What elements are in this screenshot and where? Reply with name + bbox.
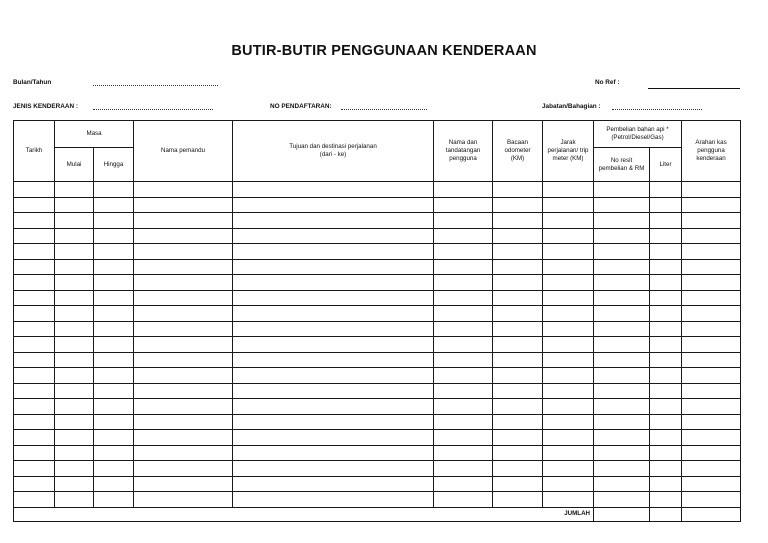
- table-cell[interactable]: [14, 182, 55, 198]
- table-cell[interactable]: [543, 399, 594, 415]
- table-cell[interactable]: [233, 321, 434, 337]
- table-cell[interactable]: [650, 290, 682, 306]
- table-cell[interactable]: [650, 306, 682, 322]
- table-cell[interactable]: [493, 290, 543, 306]
- table-cell[interactable]: [14, 228, 55, 244]
- table-cell[interactable]: [14, 290, 55, 306]
- table-cell[interactable]: [682, 461, 741, 477]
- table-cell[interactable]: [233, 197, 434, 213]
- table-cell[interactable]: [134, 290, 233, 306]
- col-tarikh: Tarikh: [14, 121, 55, 182]
- table-cell[interactable]: [682, 445, 741, 461]
- table-cell[interactable]: [55, 197, 94, 213]
- table-cell[interactable]: [94, 337, 134, 353]
- table-cell[interactable]: [594, 476, 650, 492]
- no-ref-field[interactable]: [648, 88, 740, 89]
- table-cell[interactable]: [233, 275, 434, 291]
- table-cell[interactable]: [543, 352, 594, 368]
- table-cell[interactable]: [682, 492, 741, 508]
- table-cell[interactable]: [94, 290, 134, 306]
- table-cell[interactable]: [14, 321, 55, 337]
- table-cell[interactable]: [14, 306, 55, 322]
- table-cell[interactable]: [543, 244, 594, 260]
- table-cell[interactable]: [14, 383, 55, 399]
- table-cell[interactable]: [650, 492, 682, 508]
- table-row: [14, 492, 741, 508]
- table-cell[interactable]: [650, 383, 682, 399]
- usage-log-table: [13, 120, 741, 522]
- table-cell[interactable]: [14, 445, 55, 461]
- table-cell[interactable]: [682, 228, 741, 244]
- table-cell[interactable]: [543, 461, 594, 477]
- col-hingga: Hingga: [94, 148, 134, 182]
- table-cell[interactable]: [233, 228, 434, 244]
- table-row: [14, 259, 741, 275]
- table-cell[interactable]: [543, 228, 594, 244]
- table-cell[interactable]: [434, 337, 493, 353]
- table-cell[interactable]: [493, 368, 543, 384]
- table-cell[interactable]: [233, 383, 434, 399]
- table-cell[interactable]: [134, 321, 233, 337]
- table-cell[interactable]: [55, 461, 94, 477]
- table-cell[interactable]: [594, 259, 650, 275]
- table-cell[interactable]: [493, 197, 543, 213]
- jabatan-bahagian-field[interactable]: [612, 109, 702, 110]
- table-cell[interactable]: [543, 197, 594, 213]
- table-cell[interactable]: [233, 430, 434, 446]
- table-cell[interactable]: [134, 414, 233, 430]
- table-cell[interactable]: [233, 414, 434, 430]
- table-cell[interactable]: [55, 259, 94, 275]
- table-cell[interactable]: [493, 414, 543, 430]
- col-liter: Liter: [650, 148, 682, 182]
- no-pendaftaran-field[interactable]: [341, 109, 427, 110]
- bulan-tahun-field[interactable]: [93, 85, 218, 86]
- table-cell[interactable]: [434, 244, 493, 260]
- table-cell[interactable]: [543, 492, 594, 508]
- table-cell[interactable]: [682, 383, 741, 399]
- table-cell[interactable]: [14, 213, 55, 229]
- table-cell[interactable]: [493, 213, 543, 229]
- table-row: [14, 337, 741, 353]
- table-row: [14, 476, 741, 492]
- table-cell[interactable]: [134, 213, 233, 229]
- table-cell[interactable]: [94, 259, 134, 275]
- table-cell[interactable]: [55, 368, 94, 384]
- form-title: BUTIR-BUTIR PENGGUNAAN KENDERAAN: [231, 43, 537, 59]
- table-cell[interactable]: [434, 414, 493, 430]
- table-cell[interactable]: [233, 492, 434, 508]
- table-cell[interactable]: [14, 259, 55, 275]
- table-cell[interactable]: [493, 430, 543, 446]
- table-cell[interactable]: [682, 306, 741, 322]
- total-cell[interactable]: [682, 507, 741, 521]
- table-cell[interactable]: [434, 476, 493, 492]
- table-cell[interactable]: [493, 306, 543, 322]
- table-cell[interactable]: [594, 244, 650, 260]
- col-tujuan: Tujuan dan destinasi perjalanan (dari - ke): [233, 121, 434, 182]
- table-cell[interactable]: [55, 182, 94, 198]
- col-arahan: Arahan kas pengguna kenderaan: [682, 121, 741, 182]
- table-cell[interactable]: [682, 290, 741, 306]
- table-cell[interactable]: [682, 259, 741, 275]
- table-cell[interactable]: [434, 430, 493, 446]
- table-cell[interactable]: [94, 383, 134, 399]
- table-cell[interactable]: [594, 197, 650, 213]
- total-cell[interactable]: [650, 507, 682, 521]
- table-cell[interactable]: [134, 337, 233, 353]
- table-cell[interactable]: [55, 352, 94, 368]
- no-pendaftaran-label: NO PENDAFTARAN:: [270, 103, 332, 110]
- table-cell[interactable]: [434, 492, 493, 508]
- table-cell[interactable]: [14, 368, 55, 384]
- table-cell[interactable]: [94, 368, 134, 384]
- table-cell[interactable]: [134, 476, 233, 492]
- table-cell[interactable]: [233, 368, 434, 384]
- table-cell[interactable]: [134, 306, 233, 322]
- col-pembelian-bahan-api: Pembelian bahan api *(Petrol/Diesel/Gas): [594, 121, 682, 148]
- table-cell[interactable]: [434, 182, 493, 198]
- table-cell[interactable]: [94, 228, 134, 244]
- table-cell[interactable]: [55, 430, 94, 446]
- table-cell[interactable]: [594, 352, 650, 368]
- table-cell[interactable]: [233, 337, 434, 353]
- table-row: [14, 306, 741, 322]
- table-cell[interactable]: [55, 492, 94, 508]
- table-cell[interactable]: [682, 337, 741, 353]
- table-cell[interactable]: [682, 352, 741, 368]
- table-cell[interactable]: [233, 290, 434, 306]
- table-cell[interactable]: [493, 259, 543, 275]
- table-cell[interactable]: [434, 445, 493, 461]
- jumlah-label: JUMLAH: [14, 507, 594, 521]
- table-cell[interactable]: [650, 182, 682, 198]
- table-cell[interactable]: [650, 399, 682, 415]
- table-cell[interactable]: [493, 321, 543, 337]
- col-jarak: Jarak perjalanan/ trip meter (KM): [543, 121, 594, 182]
- table-cell[interactable]: [650, 337, 682, 353]
- table-cell[interactable]: [94, 445, 134, 461]
- table-cell[interactable]: [55, 399, 94, 415]
- table-cell[interactable]: [543, 430, 594, 446]
- table-cell[interactable]: [134, 275, 233, 291]
- table-cell[interactable]: [682, 213, 741, 229]
- table-cell[interactable]: [493, 461, 543, 477]
- table-cell[interactable]: [14, 399, 55, 415]
- table-cell[interactable]: [594, 306, 650, 322]
- table-cell[interactable]: [543, 321, 594, 337]
- table-cell[interactable]: [14, 352, 55, 368]
- table-cell[interactable]: [594, 399, 650, 415]
- table-cell[interactable]: [650, 197, 682, 213]
- table-cell[interactable]: [434, 321, 493, 337]
- table-cell[interactable]: [650, 461, 682, 477]
- table-cell[interactable]: [134, 430, 233, 446]
- table-cell[interactable]: [94, 461, 134, 477]
- jabatan-bahagian-label: Jabatan/Bahagian :: [542, 103, 601, 110]
- no-ref-label: No Ref :: [595, 79, 620, 86]
- table-row: [14, 445, 741, 461]
- table-cell[interactable]: [434, 275, 493, 291]
- table-cell[interactable]: [650, 445, 682, 461]
- table-cell[interactable]: [493, 352, 543, 368]
- table-cell[interactable]: [94, 182, 134, 198]
- table-cell[interactable]: [434, 352, 493, 368]
- table-cell[interactable]: [594, 290, 650, 306]
- table-cell[interactable]: [55, 213, 94, 229]
- table-cell[interactable]: [134, 259, 233, 275]
- table-cell[interactable]: [682, 368, 741, 384]
- table-cell[interactable]: [94, 414, 134, 430]
- table-cell[interactable]: [134, 461, 233, 477]
- table-cell[interactable]: [55, 414, 94, 430]
- table-cell[interactable]: [55, 337, 94, 353]
- table-cell[interactable]: [543, 445, 594, 461]
- table-row: [14, 213, 741, 229]
- table-cell[interactable]: [594, 414, 650, 430]
- table-cell[interactable]: [233, 244, 434, 260]
- table-cell[interactable]: [650, 275, 682, 291]
- table-cell[interactable]: [543, 290, 594, 306]
- table-cell[interactable]: [233, 182, 434, 198]
- table-cell[interactable]: [434, 290, 493, 306]
- table-cell[interactable]: [55, 445, 94, 461]
- jenis-kenderaan-label: JENIS KENDERAAN :: [13, 103, 78, 110]
- table-cell[interactable]: [594, 275, 650, 291]
- table-cell[interactable]: [94, 213, 134, 229]
- table-cell[interactable]: [543, 275, 594, 291]
- table-cell[interactable]: [233, 461, 434, 477]
- table-cell[interactable]: [14, 275, 55, 291]
- table-cell[interactable]: [682, 476, 741, 492]
- table-cell[interactable]: [682, 414, 741, 430]
- table-cell[interactable]: [14, 414, 55, 430]
- table-cell[interactable]: [14, 476, 55, 492]
- table-cell[interactable]: [134, 352, 233, 368]
- table-row: [14, 290, 741, 306]
- table-cell[interactable]: [134, 383, 233, 399]
- table-cell[interactable]: [94, 430, 134, 446]
- table-cell[interactable]: [134, 228, 233, 244]
- table-cell[interactable]: [594, 182, 650, 198]
- table-cell[interactable]: [94, 352, 134, 368]
- total-row: [14, 507, 741, 521]
- table-cell[interactable]: [682, 430, 741, 446]
- table-cell[interactable]: [94, 492, 134, 508]
- table-cell[interactable]: [543, 182, 594, 198]
- table-cell[interactable]: [493, 445, 543, 461]
- table-cell[interactable]: [543, 337, 594, 353]
- table-cell[interactable]: [650, 244, 682, 260]
- table-cell[interactable]: [594, 321, 650, 337]
- col-masa: Masa: [55, 121, 134, 148]
- table-cell[interactable]: [594, 368, 650, 384]
- table-cell[interactable]: [134, 445, 233, 461]
- table-cell[interactable]: [233, 476, 434, 492]
- table-cell[interactable]: [493, 383, 543, 399]
- table-cell[interactable]: [594, 337, 650, 353]
- table-cell[interactable]: [650, 476, 682, 492]
- table-cell[interactable]: [434, 228, 493, 244]
- table-cell[interactable]: [594, 492, 650, 508]
- table-cell[interactable]: [434, 197, 493, 213]
- table-cell[interactable]: [493, 182, 543, 198]
- table-cell[interactable]: [434, 259, 493, 275]
- table-cell[interactable]: [650, 321, 682, 337]
- table-cell[interactable]: [233, 399, 434, 415]
- table-cell[interactable]: [543, 383, 594, 399]
- table-cell[interactable]: [682, 244, 741, 260]
- table-cell[interactable]: [14, 197, 55, 213]
- table-cell[interactable]: [134, 492, 233, 508]
- table-cell[interactable]: [233, 445, 434, 461]
- table-cell[interactable]: [55, 306, 94, 322]
- jenis-kenderaan-field[interactable]: [93, 109, 213, 110]
- table-row: [14, 383, 741, 399]
- table-cell[interactable]: [650, 368, 682, 384]
- table-row: [14, 399, 741, 415]
- table-cell[interactable]: [55, 275, 94, 291]
- table-cell[interactable]: [543, 368, 594, 384]
- table-row: [14, 228, 741, 244]
- table-cell[interactable]: [94, 244, 134, 260]
- table-cell[interactable]: [493, 228, 543, 244]
- table-cell[interactable]: [682, 197, 741, 213]
- table-cell[interactable]: [594, 430, 650, 446]
- table-cell[interactable]: [14, 430, 55, 446]
- table-cell[interactable]: [543, 259, 594, 275]
- table-cell[interactable]: [434, 461, 493, 477]
- table-row: [14, 197, 741, 213]
- table-cell[interactable]: [94, 321, 134, 337]
- table-row: [14, 275, 741, 291]
- table-cell[interactable]: [233, 259, 434, 275]
- table-cell[interactable]: [594, 228, 650, 244]
- table-cell[interactable]: [682, 275, 741, 291]
- table-cell[interactable]: [233, 213, 434, 229]
- table-row: [14, 244, 741, 260]
- table-cell[interactable]: [682, 182, 741, 198]
- table-cell[interactable]: [434, 368, 493, 384]
- table-cell[interactable]: [543, 414, 594, 430]
- table-row: [14, 352, 741, 368]
- table-cell[interactable]: [543, 213, 594, 229]
- table-cell[interactable]: [434, 213, 493, 229]
- table-cell[interactable]: [94, 399, 134, 415]
- table-cell[interactable]: [493, 492, 543, 508]
- table-cell[interactable]: [493, 244, 543, 260]
- table-cell[interactable]: [650, 259, 682, 275]
- table-cell[interactable]: [14, 244, 55, 260]
- table-cell[interactable]: [134, 399, 233, 415]
- table-cell[interactable]: [594, 461, 650, 477]
- header-row-1: [14, 121, 741, 148]
- table-cell[interactable]: [493, 476, 543, 492]
- table-cell[interactable]: [134, 368, 233, 384]
- table-cell[interactable]: [493, 399, 543, 415]
- table-cell[interactable]: [233, 352, 434, 368]
- table-cell[interactable]: [543, 476, 594, 492]
- table-cell[interactable]: [233, 306, 434, 322]
- table-row: [14, 368, 741, 384]
- col-mulai: Mulai: [55, 148, 94, 182]
- table-cell[interactable]: [650, 213, 682, 229]
- table-cell[interactable]: [14, 337, 55, 353]
- table-row: [14, 321, 741, 337]
- table-cell[interactable]: [55, 383, 94, 399]
- table-row: [14, 414, 741, 430]
- table-cell[interactable]: [14, 492, 55, 508]
- col-no-resit: No resit pembelian & RM: [594, 148, 650, 182]
- table-cell[interactable]: [594, 445, 650, 461]
- col-nama-pemandu: Nama pemandu: [134, 121, 233, 182]
- table-cell[interactable]: [134, 244, 233, 260]
- table-cell[interactable]: [55, 476, 94, 492]
- table-cell[interactable]: [493, 337, 543, 353]
- table-cell[interactable]: [94, 197, 134, 213]
- total-cell[interactable]: [594, 507, 650, 521]
- table-cell[interactable]: [650, 228, 682, 244]
- table-cell[interactable]: [682, 399, 741, 415]
- table-cell[interactable]: [434, 383, 493, 399]
- table-cell[interactable]: [682, 321, 741, 337]
- table-cell[interactable]: [434, 306, 493, 322]
- table-cell[interactable]: [94, 306, 134, 322]
- table-row: [14, 182, 741, 198]
- col-bacaan-odometer: Bacaan odometer (KM): [493, 121, 543, 182]
- table-cell[interactable]: [55, 290, 94, 306]
- table-cell[interactable]: [434, 399, 493, 415]
- table-cell[interactable]: [650, 430, 682, 446]
- table-cell[interactable]: [594, 383, 650, 399]
- table-cell[interactable]: [650, 352, 682, 368]
- table-cell[interactable]: [134, 182, 233, 198]
- bulan-tahun-label: Bulan/Tahun: [13, 79, 52, 86]
- table-cell[interactable]: [134, 197, 233, 213]
- table-cell[interactable]: [14, 461, 55, 477]
- table-cell[interactable]: [594, 213, 650, 229]
- table-cell[interactable]: [543, 306, 594, 322]
- table-cell[interactable]: [94, 275, 134, 291]
- table-cell[interactable]: [493, 275, 543, 291]
- table-cell[interactable]: [55, 321, 94, 337]
- table-row: [14, 461, 741, 477]
- col-nama-tandatangan: Nama dan tandatangan pengguna: [434, 121, 493, 182]
- table-cell[interactable]: [650, 414, 682, 430]
- table-cell[interactable]: [94, 476, 134, 492]
- table-cell[interactable]: [55, 228, 94, 244]
- table-row: [14, 430, 741, 446]
- table-cell[interactable]: [55, 244, 94, 260]
